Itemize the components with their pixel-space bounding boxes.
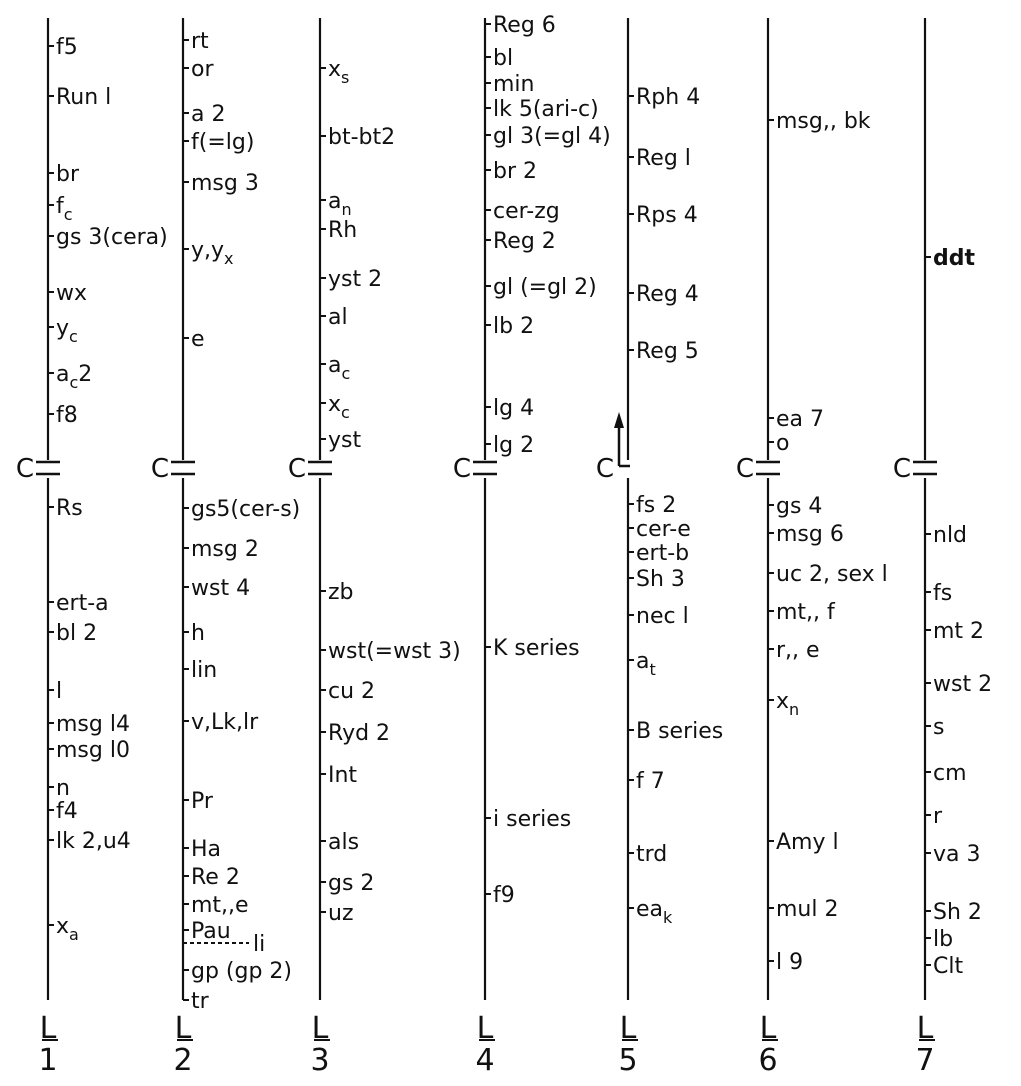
linkage-group-letter: L bbox=[759, 1011, 777, 1046]
locus-marker bbox=[628, 282, 699, 307]
locus-marker bbox=[183, 576, 250, 601]
locus-label: Rph 4 bbox=[636, 85, 701, 110]
locus-marker bbox=[183, 919, 231, 944]
locus-marker bbox=[183, 130, 254, 155]
locus-label: Pr bbox=[191, 789, 213, 814]
locus-marker bbox=[183, 865, 240, 890]
linkage-group-letter: L bbox=[39, 1011, 57, 1046]
locus-marker bbox=[768, 431, 789, 456]
locus-marker bbox=[320, 392, 350, 422]
locus-label: wst 2 bbox=[933, 672, 993, 697]
linkage-group-number: 6 bbox=[758, 1043, 778, 1078]
chromosome-7 bbox=[893, 18, 992, 1078]
centromere-marker bbox=[596, 412, 630, 484]
locus-marker bbox=[485, 13, 556, 38]
locus-label: msg l4 bbox=[56, 712, 130, 737]
locus-label: or bbox=[191, 57, 214, 82]
locus-marker bbox=[485, 199, 560, 224]
locus-marker bbox=[48, 35, 78, 60]
locus-label: Ha bbox=[191, 837, 222, 862]
locus-label: mt,, f bbox=[776, 600, 835, 625]
locus-label: Reg 6 bbox=[493, 13, 556, 38]
locus-marker bbox=[628, 339, 699, 364]
locus-label: msg 2 bbox=[191, 537, 259, 562]
locus-label: al bbox=[328, 305, 348, 330]
centromere-marker bbox=[453, 454, 497, 484]
locus-label: Reg l bbox=[636, 146, 691, 171]
linkage-group-letter: L bbox=[174, 1011, 192, 1046]
locus-label: v,Lk,lr bbox=[191, 710, 259, 735]
locus-label: $x_n$ bbox=[776, 689, 800, 719]
locus-marker bbox=[628, 567, 685, 592]
locus-label: msg 3 bbox=[191, 171, 259, 196]
locus-marker bbox=[925, 927, 953, 952]
centromere-label: C bbox=[287, 454, 306, 484]
locus-marker bbox=[485, 807, 571, 832]
locus-marker bbox=[48, 799, 78, 824]
locus-label: lk 5(ari-c) bbox=[493, 97, 599, 122]
locus-marker bbox=[628, 203, 698, 228]
locus-label: cu 2 bbox=[328, 679, 376, 704]
locus-marker bbox=[48, 362, 92, 392]
locus-label: Int bbox=[328, 763, 358, 788]
locus-marker bbox=[320, 763, 357, 788]
locus-marker bbox=[48, 316, 78, 346]
locus-marker bbox=[48, 85, 111, 110]
locus-label: ert-a bbox=[56, 591, 109, 616]
locus-marker bbox=[628, 85, 700, 110]
locus-marker bbox=[485, 636, 580, 661]
centromere-label: C bbox=[150, 454, 169, 484]
locus-label: gl 3(=gl 4) bbox=[493, 124, 611, 149]
locus-marker bbox=[768, 522, 844, 547]
locus-label: Rps 4 bbox=[636, 203, 698, 228]
locus-marker bbox=[925, 523, 967, 548]
linkage-group-number: 3 bbox=[310, 1043, 330, 1078]
locus-label: $ea_k$ bbox=[636, 897, 673, 927]
locus-label: f(=lg) bbox=[191, 130, 255, 155]
locus-marker bbox=[320, 305, 348, 330]
locus-marker bbox=[48, 712, 130, 737]
locus-label: $a_c2$ bbox=[56, 362, 93, 392]
locus-marker bbox=[925, 761, 967, 786]
locus-label: cer-zg bbox=[493, 199, 560, 224]
locus-label: msg 6 bbox=[776, 522, 844, 547]
centromere-marker bbox=[151, 454, 195, 484]
locus-marker bbox=[628, 604, 689, 629]
centromere-label: C bbox=[15, 454, 34, 484]
locus-marker bbox=[48, 679, 62, 704]
locus-marker bbox=[48, 403, 78, 428]
locus-marker bbox=[485, 229, 556, 254]
locus-label: mul 2 bbox=[776, 897, 839, 922]
locus-marker bbox=[48, 738, 130, 763]
locus-marker bbox=[768, 638, 820, 663]
locus-marker bbox=[183, 710, 259, 735]
locus-marker bbox=[768, 897, 838, 922]
centromere-marker bbox=[16, 454, 60, 484]
locus-label: lb bbox=[933, 927, 954, 952]
locus-label: ddt bbox=[933, 246, 976, 271]
locus-marker bbox=[768, 494, 822, 519]
locus-label: fs 2 bbox=[636, 493, 677, 518]
locus-label: n bbox=[56, 776, 70, 801]
locus-label: gs5(cer-s) bbox=[191, 497, 301, 522]
locus-label: min bbox=[493, 72, 535, 97]
linkage-group-number: 7 bbox=[915, 1043, 935, 1078]
locus-marker bbox=[48, 225, 168, 250]
locus-label: l 9 bbox=[776, 950, 804, 975]
locus-label: Pau bbox=[191, 919, 231, 944]
locus-marker bbox=[925, 954, 963, 979]
locus-label: l bbox=[56, 679, 63, 704]
locus-label: gl (=gl 2) bbox=[493, 275, 597, 300]
locus-marker bbox=[320, 353, 350, 383]
locus-label: gs 3(cera) bbox=[56, 225, 168, 250]
locus-marker bbox=[183, 327, 205, 352]
locus-label: Reg 2 bbox=[493, 229, 556, 254]
locus-marker bbox=[925, 715, 944, 740]
locus-label: Sh 2 bbox=[933, 900, 982, 925]
locus-marker bbox=[628, 719, 723, 744]
locus-label: ea 7 bbox=[776, 407, 825, 432]
locus-label: gs 4 bbox=[776, 494, 823, 519]
linkage-group-letter: L bbox=[916, 1011, 934, 1046]
locus-label: Reg 5 bbox=[636, 339, 699, 364]
locus-label: wst(=wst 3) bbox=[328, 639, 461, 664]
locus-marker bbox=[320, 871, 374, 896]
locus-marker bbox=[183, 621, 205, 646]
locus-label: f4 bbox=[56, 799, 78, 824]
chromosome-3 bbox=[288, 18, 461, 1078]
locus-label: Run l bbox=[56, 85, 112, 110]
locus-marker bbox=[183, 837, 221, 862]
locus-marker bbox=[48, 194, 73, 224]
locus-label: $f_c$ bbox=[56, 194, 73, 224]
chromosome-4 bbox=[453, 13, 611, 1078]
locus-label: $y,y_x$ bbox=[191, 238, 234, 268]
locus-marker bbox=[48, 776, 70, 801]
locus-marker bbox=[320, 125, 395, 150]
locus-label: bt-bt2 bbox=[328, 125, 396, 150]
locus-label: Clt bbox=[933, 954, 964, 979]
locus-label: Reg 4 bbox=[636, 282, 699, 307]
locus-marker bbox=[183, 658, 217, 683]
locus-label: Re 2 bbox=[191, 865, 240, 890]
locus-marker bbox=[628, 649, 656, 679]
locus-label: $x_a$ bbox=[56, 914, 79, 944]
locus-label: f8 bbox=[56, 403, 78, 428]
locus-label: s bbox=[933, 715, 945, 740]
locus-label: cm bbox=[933, 761, 967, 786]
locus-label: B series bbox=[636, 719, 724, 744]
locus-marker bbox=[628, 517, 691, 542]
locus-marker bbox=[320, 639, 461, 664]
locus-label: lb 2 bbox=[493, 314, 535, 339]
locus-label: r bbox=[933, 804, 943, 829]
locus-label: K series bbox=[493, 636, 580, 661]
locus-label: tr bbox=[191, 989, 209, 1014]
locus-label: Rs bbox=[56, 496, 83, 521]
locus-marker bbox=[183, 497, 300, 522]
locus-marker bbox=[925, 581, 952, 606]
locus-label: $a_t$ bbox=[636, 649, 656, 679]
locus-label: rt bbox=[191, 29, 209, 54]
chromosome-1 bbox=[16, 18, 168, 1078]
locus-label: $x_s$ bbox=[328, 57, 350, 87]
locus-marker bbox=[48, 829, 131, 854]
locus-label: yst 2 bbox=[328, 267, 383, 292]
locus-label: mt 2 bbox=[933, 619, 985, 644]
locus-marker bbox=[183, 789, 214, 814]
locus-label: f 7 bbox=[636, 769, 665, 794]
locus-label: msg l0 bbox=[56, 738, 130, 763]
locus-label: ert-b bbox=[636, 541, 690, 566]
locus-marker bbox=[485, 46, 513, 71]
locus-label: cer-e bbox=[636, 517, 691, 542]
locus-label: lg 4 bbox=[493, 396, 535, 421]
locus-marker bbox=[925, 619, 984, 644]
locus-marker bbox=[48, 591, 109, 616]
chromosome-6 bbox=[736, 18, 888, 1078]
locus-marker bbox=[768, 407, 824, 432]
locus-marker bbox=[320, 267, 382, 292]
locus-label: Ryd 2 bbox=[328, 721, 391, 746]
locus-marker bbox=[320, 679, 375, 704]
locus-label: br 2 bbox=[493, 159, 537, 184]
linkage-group-letter: L bbox=[619, 1011, 637, 1046]
locus-label: uz bbox=[328, 901, 354, 926]
locus-marker bbox=[320, 428, 361, 453]
locus-marker bbox=[485, 433, 534, 458]
locus-label: Amy l bbox=[776, 830, 839, 855]
locus-label: wx bbox=[56, 281, 88, 306]
locus-label: lk 2,u4 bbox=[56, 829, 131, 854]
locus-label: $a_c$ bbox=[328, 353, 351, 383]
locus-label: Rh bbox=[328, 218, 358, 243]
locus-marker bbox=[628, 541, 689, 566]
locus-label: yst bbox=[328, 428, 362, 453]
linkage-group-number: 1 bbox=[38, 1043, 58, 1078]
locus-marker bbox=[183, 171, 259, 196]
locus-label: trd bbox=[636, 842, 668, 867]
locus-label: wst 4 bbox=[191, 576, 251, 601]
locus-label: bl 2 bbox=[56, 621, 98, 646]
linkage-group-letter: L bbox=[311, 1011, 329, 1046]
locus-marker bbox=[48, 621, 97, 646]
locus-label: e bbox=[191, 327, 205, 352]
locus-label: f9 bbox=[493, 883, 515, 908]
linkage-group-number: 4 bbox=[475, 1043, 495, 1078]
locus-label: bl bbox=[493, 46, 514, 71]
locus-marker bbox=[183, 29, 209, 54]
locus-label: mt,,e bbox=[191, 893, 249, 918]
locus-marker bbox=[485, 97, 599, 122]
locus-label: h bbox=[191, 621, 205, 646]
locus-label: f5 bbox=[56, 35, 78, 60]
locus-marker bbox=[48, 914, 79, 944]
locus-label: $x_c$ bbox=[328, 392, 350, 422]
locus-label: lin bbox=[191, 658, 218, 683]
locus-marker bbox=[768, 600, 836, 625]
locus-marker bbox=[183, 238, 234, 268]
locus-label: msg,, bk bbox=[776, 109, 871, 134]
locus-label: i series bbox=[493, 807, 572, 832]
locus-marker bbox=[485, 883, 515, 908]
locus-marker bbox=[768, 562, 888, 587]
linkage-group-letter: L bbox=[476, 1011, 494, 1046]
centromere-label: C bbox=[892, 454, 911, 484]
locus-label: o bbox=[776, 431, 790, 456]
locus-label: a 2 bbox=[191, 102, 226, 127]
locus-label: als bbox=[328, 830, 360, 855]
locus-marker bbox=[925, 842, 981, 867]
locus-marker bbox=[320, 901, 354, 926]
locus-label: li bbox=[253, 932, 266, 957]
locus-label: lg 2 bbox=[493, 433, 535, 458]
locus-marker bbox=[183, 959, 292, 984]
chromosome-2 bbox=[151, 18, 300, 1078]
centromere-label: C bbox=[452, 454, 471, 484]
locus-marker bbox=[320, 721, 390, 746]
locus-marker bbox=[48, 281, 87, 306]
locus-label: $a_n$ bbox=[328, 189, 352, 219]
locus-marker bbox=[320, 830, 359, 855]
chromosome-5 bbox=[596, 18, 723, 1078]
locus-label: r,, e bbox=[776, 638, 820, 663]
locus-marker bbox=[628, 897, 673, 927]
locus-marker bbox=[485, 396, 534, 421]
locus-marker bbox=[768, 830, 839, 855]
arrow-up-icon bbox=[614, 412, 624, 428]
locus-label: $y_c$ bbox=[56, 316, 78, 346]
locus-marker bbox=[485, 314, 534, 339]
locus-marker bbox=[48, 496, 83, 521]
centromere-marker bbox=[288, 454, 332, 484]
locus-marker bbox=[183, 537, 259, 562]
locus-marker bbox=[485, 275, 597, 300]
linkage-group-number: 2 bbox=[173, 1043, 193, 1078]
locus-marker bbox=[628, 769, 665, 794]
locus-label: gs 2 bbox=[328, 871, 375, 896]
locus-marker bbox=[925, 900, 982, 925]
locus-label: nld bbox=[933, 523, 968, 548]
linkage-group-number: 5 bbox=[618, 1043, 638, 1078]
locus-label: va 3 bbox=[933, 842, 981, 867]
centromere-marker bbox=[893, 454, 937, 484]
locus-marker bbox=[485, 124, 611, 149]
locus-marker bbox=[320, 57, 349, 87]
locus-marker bbox=[183, 893, 249, 918]
locus-marker bbox=[628, 842, 667, 867]
locus-marker bbox=[768, 689, 799, 719]
centromere-marker bbox=[736, 454, 780, 484]
locus-marker bbox=[768, 109, 871, 134]
centromere-label: C bbox=[595, 454, 614, 484]
locus-marker bbox=[485, 159, 537, 184]
locus-marker bbox=[320, 580, 354, 605]
locus-marker bbox=[320, 189, 352, 219]
locus-marker bbox=[48, 162, 80, 187]
locus-marker bbox=[628, 146, 691, 171]
locus-marker bbox=[925, 804, 943, 829]
locus-marker bbox=[925, 672, 992, 697]
locus-label: fs bbox=[933, 581, 953, 606]
locus-label: uc 2, sex l bbox=[776, 562, 888, 587]
locus-marker bbox=[628, 493, 676, 518]
locus-label: Sh 3 bbox=[636, 567, 685, 592]
locus-marker bbox=[183, 57, 214, 82]
locus-marker bbox=[768, 950, 803, 975]
centromere-label: C bbox=[735, 454, 754, 484]
locus-label: br bbox=[56, 162, 80, 187]
locus-label: gp (gp 2) bbox=[191, 959, 293, 984]
locus-marker bbox=[925, 246, 975, 271]
locus-label: nec l bbox=[636, 604, 689, 629]
locus-marker bbox=[485, 72, 535, 97]
locus-label: zb bbox=[328, 580, 354, 605]
locus-marker bbox=[183, 102, 225, 127]
locus-marker bbox=[320, 218, 357, 243]
